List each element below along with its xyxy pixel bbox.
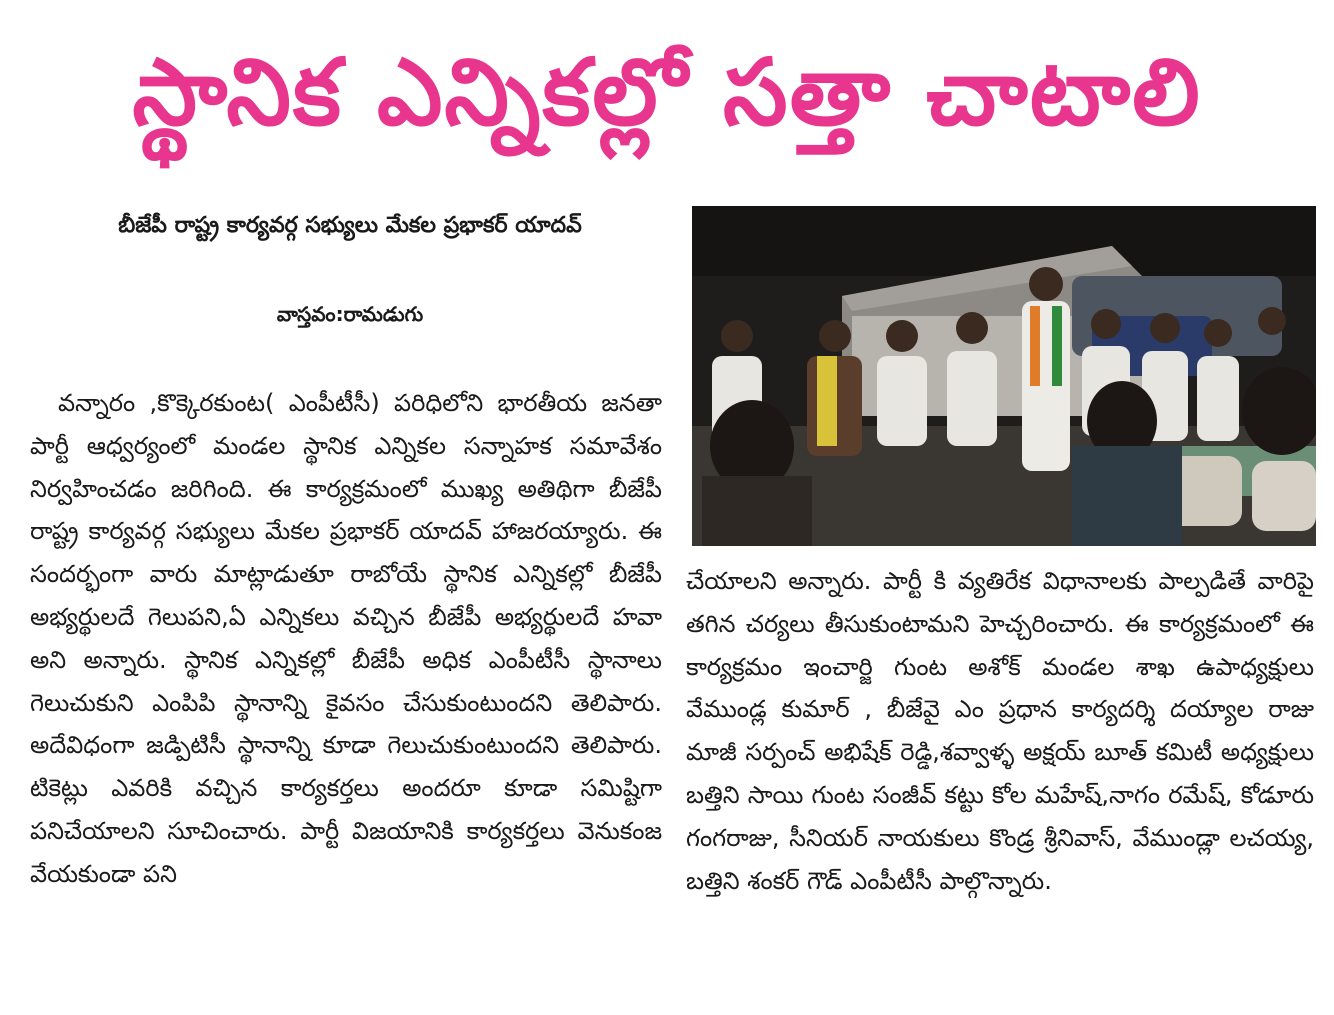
article-column-right <box>686 560 1314 1000</box>
article-body-left: వన్నారం ,కొక్కెరకుంట( ఎంపీటీసీ) పరిధిలోని భారతీయ జనతా పార్టీ ఆధ్వర్యంలో మండల స్థానిక ఎన్నికల సన్నాహక సమావేశం నిర్వహించడం జరిగింది. ఈ కార్యక్రమంలో ముఖ్య అతిథిగా బీజేపీ రాష్ట్ర కార్యవర్గ సభ్యులు మేకల ప్రభాకర్ యాదవ్ హాజరయ్యారు. ఈ సందర్భంగా వారు మాట్లాడుతూ రాబోయే స్థానిక ఎన్నికల్లో బీజేపీ అభ్యర్థులదే గెలుపని,ఏ ఎన్నికలు వచ్చిన బీజేపీ అభ్యర్థులదే హవా అని అన్నారు. స్థానిక ఎన్నికల్లో బీజేపీ అధిక ఎంపీటీసీ స్థానాలు గెలుచుకుని ఎంపిపి స్థానాన్ని కైవసం చేసుకుంటుందని తెలిపారు. అదేవిధంగా జడ్పిటిసీ స్థానాన్ని కూడా గెలుచుకుంటుందని తెలిపారు. టికెట్లు ఎవరికి వచ్చిన కార్యకర్తలు అందరూ కూడా సమిష్టిగా పనిచేయాలని సూచించారు. పార్టీ విజయానికి కార్యకర్తలు వెనుకంజ వేయకుండా పని <box>30 389 662 888</box>
meeting-photo <box>692 206 1316 546</box>
article-column-left <box>30 382 662 994</box>
dateline: వాస్తవం:రామడుగు <box>276 302 424 326</box>
news-photo <box>692 206 1316 546</box>
article-body-right: చేయాలని అన్నారు. పార్టీ కి వ్యతిరేక విధానాలకు పాల్పడితే వారిపై తగిన చర్యలు తీసుకుంటామని హెచ్చరించారు. ఈ కార్యక్రమంలో ఈ కార్యక్రమం ఇంచార్జి గుంట అశోక్ మండల శాఖ ఉపాధ్యక్షులు వేముండ్ల కుమార్ , బీజేవై ఎం ప్రధాన కార్యదర్శి దయ్యాల రాజు మాజీ సర్పంచ్ అభిషేక్ రెడ్డి,శవ్వాళ్ళ అక్షయ్ బూత్ కమిటీ అధ్యక్షులు బత్తిని సాయి గుంట సంజీవ్ కట్టు కోల మహేష్,నాగం రమేష్, కోడూరు గంగరాజు, సీనియర్ నాయకులు కొండ్ర శ్రీనివాస్, వేముండ్లా లచయ్య, బత్తిని శంకర్ గౌడ్ ఎంపీటీసీ పాల్గొన్నారు. <box>686 567 1314 895</box>
headline: స్థానిక ఎన్నికల్లో సత్తా చాటాలి <box>132 39 1202 146</box>
subheadline: బీజేపీ రాష్ట్ర కార్యవర్గ సభ్యులు మేకల ప్రభాకర్ యాదవ్ <box>118 213 582 238</box>
